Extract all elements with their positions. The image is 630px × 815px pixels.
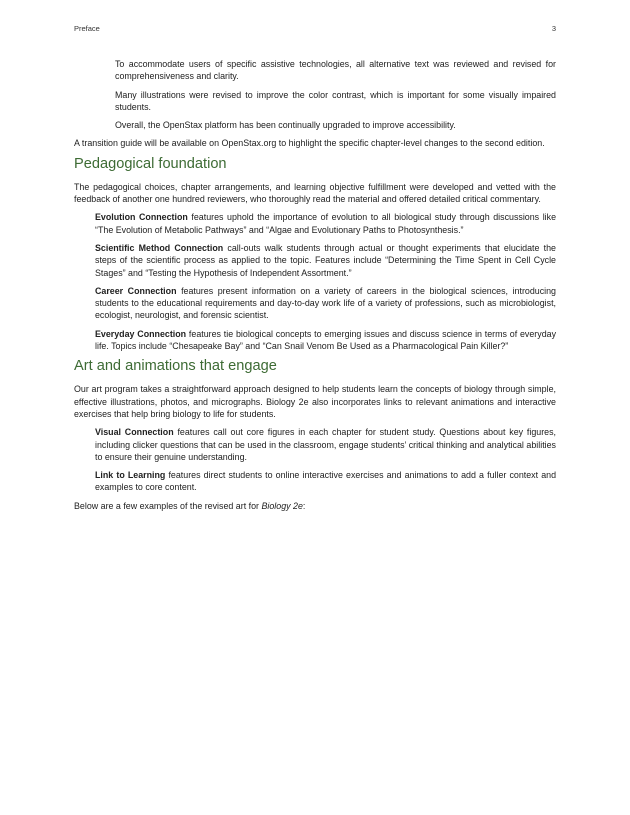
feature-term: Everyday Connection	[95, 328, 187, 339]
closing-prefix: Below are a few examples of the revised art for	[74, 500, 262, 511]
feature-item	[95, 211, 556, 236]
feature-text: features uphold the importance of evolution to all biological study through discussions like “The Evolution of Metabolic Pathways” and “Algae and Evolutionary Paths to Photosynthesis.”	[95, 212, 557, 235]
feature-term: Link to Learning	[95, 470, 166, 481]
feature-term: Scientific Method Connection	[95, 242, 224, 253]
feature-item	[95, 469, 556, 494]
art-intro: Our art program takes a straightforward approach designed to help students learn the concepts of biology through simple, effective illustrations, photos, and micrographs. Biology 2e also incorporates links to relevant animations and interactive exercises that help bring biology to life for students.	[74, 384, 556, 419]
feature-text: features present information on a variety of careers in the biological sciences, introducing students to the educational requirements and day-to-day work life of a variety of professions, such as microbiologist, ecologist, neurologist, and forensic scientist.	[95, 285, 556, 321]
accessibility-item: Many illustrations were revised to improve the color contrast, which is important for some visually impaired students.	[115, 89, 556, 112]
closing-suffix: :	[302, 500, 306, 511]
header-page-number: 3	[551, 24, 556, 33]
feature-text: features tie biological concepts to emerging issues and discuss science in terms of everyday life. Topics include “Chesapeake Bay” and “Can Snail Venom Be Used as a Pharmacological Pain Killer?”	[95, 328, 557, 352]
pedagogical-feature-list	[74, 211, 556, 352]
art-feature-list	[74, 426, 556, 493]
accessibility-item: To accommodate users of specific assistive technologies, all alternative text was reviewed and revised for comprehensiveness and clarity.	[115, 59, 556, 82]
feature-term: Career Connection	[95, 285, 177, 296]
feature-text: features call out core figures in each chapter for student study. Questions about key figures, including clicker questions that can be used in the classroom, engage students’ critical thinking and analytical abilities to ensure their genuine understanding.	[95, 427, 556, 462]
feature-text: features direct students to online interactive exercises and animations to add a fuller context and examples to core content.	[95, 470, 557, 493]
accessibility-list	[74, 58, 556, 131]
transition-paragraph: A transition guide will be available on OpenStax.org to highlight the specific chapter-level changes to the second edition.	[74, 138, 545, 149]
section-heading-art: Art and animations that engage	[74, 358, 277, 375]
art-closing-paragraph	[74, 500, 556, 512]
feature-term: Evolution Connection	[95, 212, 188, 223]
feature-term: Visual Connection	[95, 427, 174, 438]
feature-item	[95, 328, 556, 353]
running-header	[74, 24, 556, 33]
feature-item	[95, 285, 556, 322]
feature-text: call-outs walk students through actual or thought experiments that elucidate the steps of the scientific process as applied to the topic. Features include “Determining the Time Spent in Cell Cycle Stages” and “Testing the Hypothesis of Independent Assortment.”	[95, 242, 556, 278]
book-title: Biology 2e	[261, 500, 303, 511]
feature-item	[95, 242, 556, 279]
pedagogical-intro: The pedagogical choices, chapter arrangements, and learning objective fulfillment were developed and vetted with the feedback of another one hundred reviewers, who thoroughly read the material and offered detailed critical commentary.	[74, 181, 556, 205]
main-content	[74, 58, 556, 518]
feature-item	[95, 426, 556, 463]
header-section-title: Preface	[74, 24, 100, 33]
section-heading-pedagogical: Pedagogical foundation	[74, 155, 227, 172]
accessibility-item: Overall, the OpenStax platform has been continually upgraded to improve accessibility.	[115, 120, 456, 131]
